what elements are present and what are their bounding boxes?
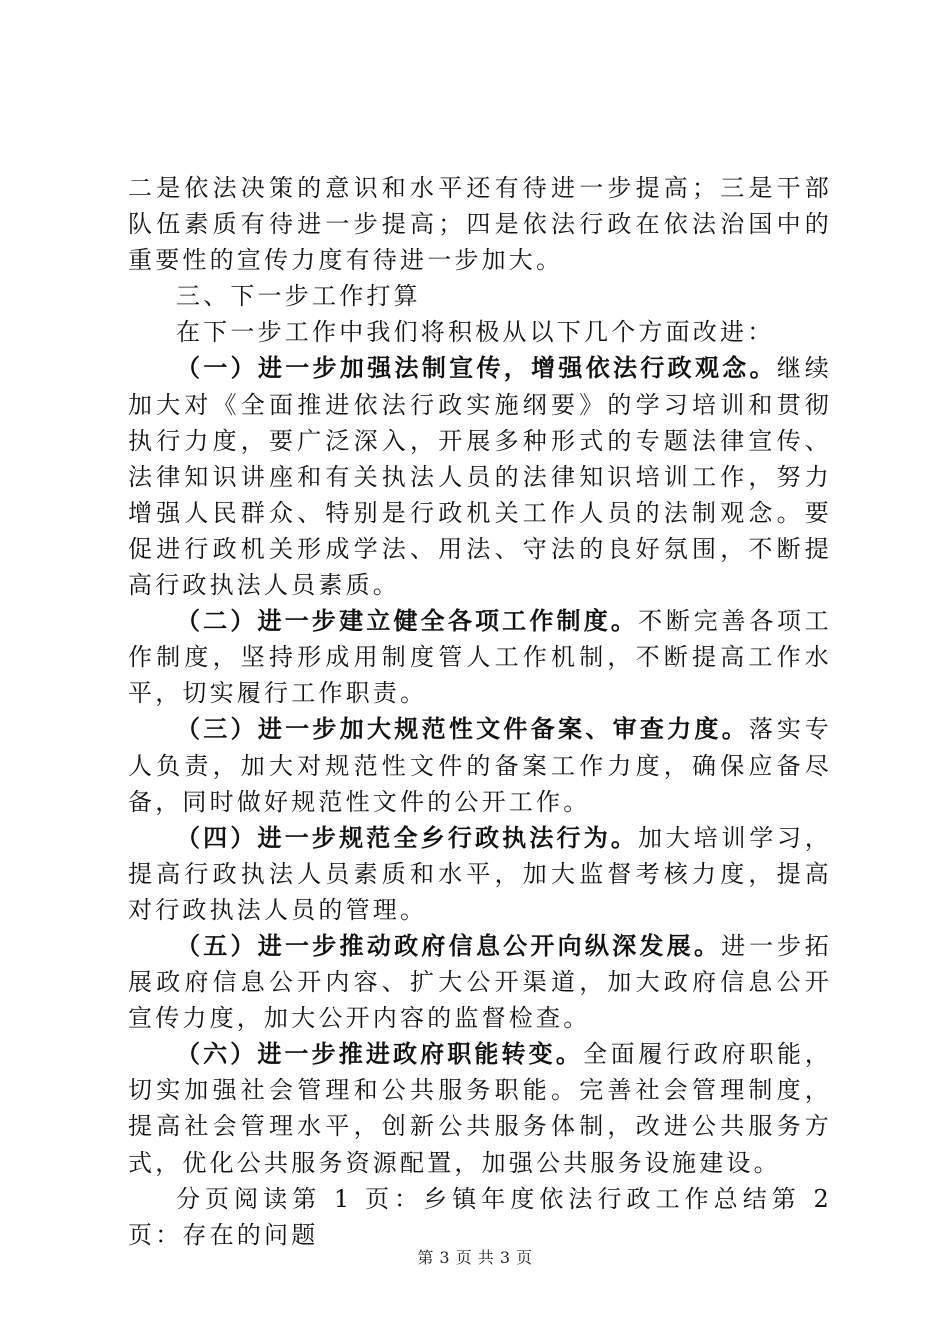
item-body-1: 继续加大对《全面推进依法行政实施纲要》的学习培训和贯彻执行力度，要广泛深入，开展多种形式的专题法律宣传、法律知识讲座和有关执法人员的法律知识培训工作，努力增强人民群众、特别是行政机关工作人员的法制观念。要促进行政机关形成学法、用法、守法的良好氛围，不断提高行政执法人员素质。 — [128, 354, 833, 600]
item-paragraph-5 — [128, 928, 832, 1036]
item-body-5: 进一步拓展政府信息公开内容、扩大公开渠道，加大政府信息公开宣传力度，加大公开内容的监督检查。 — [128, 931, 832, 1033]
item-lead-4: （四）进一步规范全乡行政执法行为。 — [176, 822, 639, 852]
item-paragraph-6 — [128, 1036, 832, 1180]
item-paragraph-3 — [128, 711, 832, 819]
item-paragraph-4 — [128, 820, 832, 928]
intro-paragraph: 二是依法决策的意识和水平还有待进一步提高；三是干部队伍素质有待进一步提高；四是依法行政在依法治国中的重要性的宣传力度有待进一步加大。 — [128, 174, 832, 275]
item-lead-1: （一）进一步加强法制宣传，增强依法行政观念。 — [176, 353, 777, 383]
item-lead-2: （二）进一步建立健全各项工作制度。 — [176, 606, 639, 636]
item-lead-3: （三）进一步加大规范性文件备案、审查力度。 — [176, 714, 750, 744]
section-intro: 在下一步工作中我们将积极从以下几个方面改进： — [176, 318, 775, 347]
item-lead-5: （五）进一步推动政府信息公开向纵深发展。 — [176, 930, 722, 960]
section-heading: 三、下一步工作打算 — [176, 282, 421, 311]
document-body — [128, 170, 832, 1253]
item-paragraph-1 — [128, 350, 832, 603]
item-body-4: 加大培训学习，提高行政执法人员素质和水平，加大监督考核力度，提高对行政执法人员的管理。 — [128, 823, 833, 924]
item-body-6: 全面履行政府职能，切实加强社会管理和公共服务职能。完善社会管理制度，提高社会管理水平，创新公共服务体制，改进公共服务方式，优化公共服务资源配置，加强公共服务设施建设。 — [128, 1040, 832, 1177]
pagination-note: 分页阅读第 1 页：乡镇年度依法行政工作总结第 2 页：存在的问题 — [128, 1184, 832, 1249]
page-footer: 第 3 页 共 3 页 — [417, 1248, 533, 1267]
item-lead-6: （六）进一步推进政府职能转变。 — [176, 1039, 583, 1069]
item-body-3: 落实专人负责，加大对规范性文件的备案工作力度，确保应备尽备，同时做好规范性文件的公开工作。 — [128, 715, 832, 816]
item-body-2: 不断完善各项工作制度，坚持形成用制度管人工作机制，不断提高工作水平，切实履行工作职责。 — [128, 607, 833, 708]
item-paragraph-2 — [128, 603, 832, 711]
